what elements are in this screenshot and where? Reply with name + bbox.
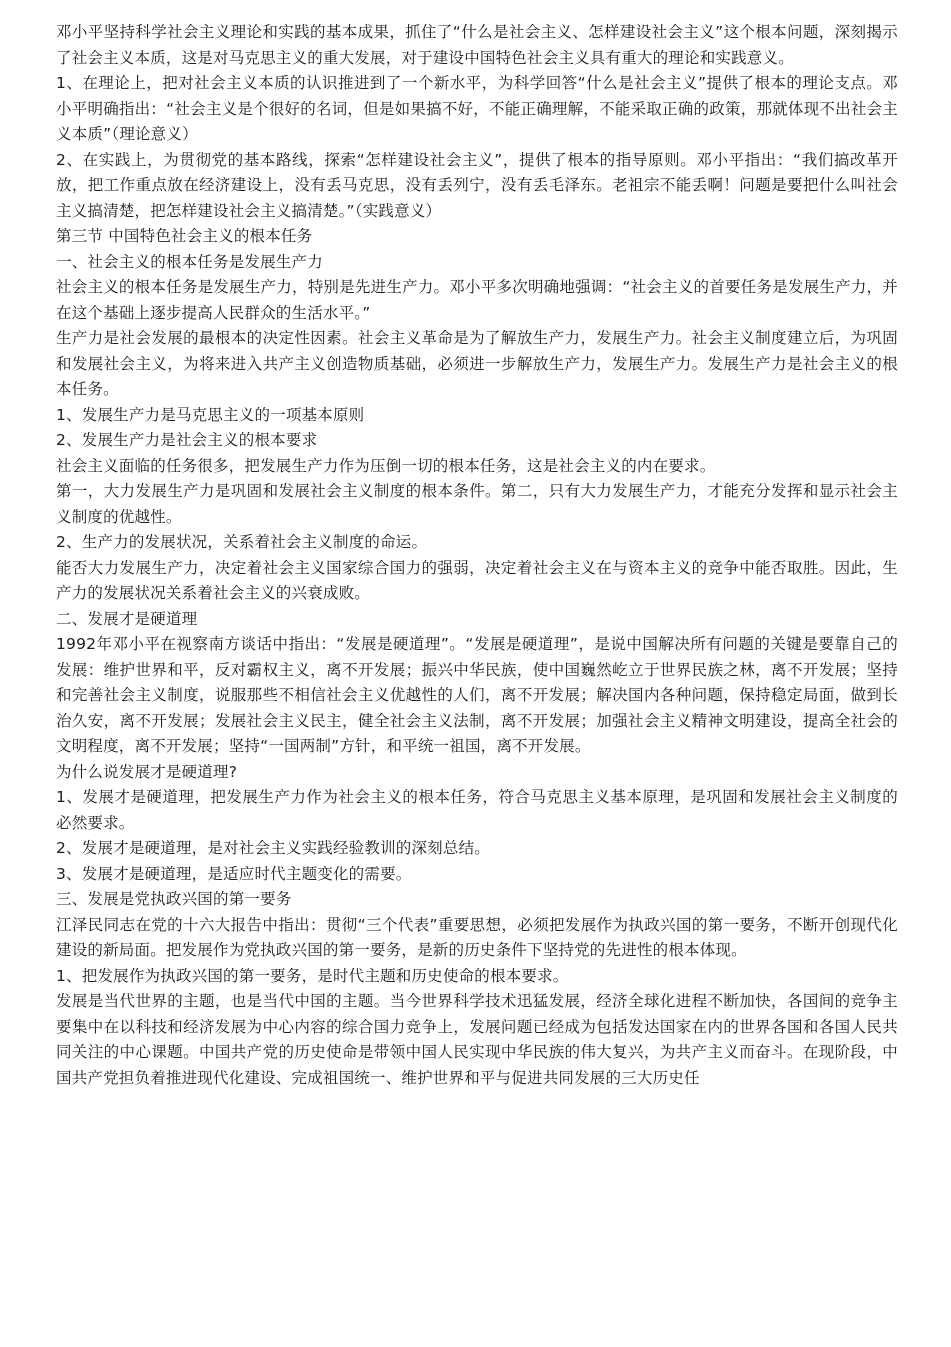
paragraph: 1992年邓小平在视察南方谈话中指出：“发展是硬道理”。“发展是硬道理”，是说中国解决所有问题的关键是要靠自己的发展：维护世界和平，反对霸权主义，离不开发展；振兴中华民族，使中国巍然屹立于世界民族之林，离不开发展；坚持和完善社会主义制度，说服那些不相信社会主义优越性的人们，离不开发展；解决国内各种问题，保持稳定局面，做到长治久安，离不开发展；发展社会主义民主，健全社会主义法制，离不开发展；加强社会主义精神文明建设，提高全社会的文明程度，离不开发展；坚持“一国两制”方针，和平统一祖国，离不开发展。 xyxy=(56,635,898,755)
subsection-heading: 一、社会主义的根本任务是发展生产力 xyxy=(56,252,323,271)
list-item: 2、发展生产力是社会主义的根本要求 xyxy=(56,431,318,449)
subsection-heading: 二、发展才是硬道理 xyxy=(56,609,198,628)
list-item: 1、把发展作为执政兴国的第一要务，是时代主题和历史使命的根本要求。 xyxy=(56,966,569,985)
paragraph: 生产力是社会发展的最根本的决定性因素。社会主义革命是为了解放生产力，发展生产力。社会主义制度建立后，为巩固和发展社会主义，为将来进入共产主义创造物质基础，必须进一步解放生产力，发展生产力。发展生产力是社会主义的根本任务。 xyxy=(56,329,898,398)
list-item: 2、生产力的发展状况，关系着社会主义制度的命运。 xyxy=(56,533,428,551)
list-item: 1、发展生产力是马克思主义的一项基本原则 xyxy=(56,405,365,424)
section-heading: 第三节 中国特色社会主义的根本任务 xyxy=(56,227,313,245)
paragraph: 能否大力发展生产力，决定着社会主义国家综合国力的强弱，决定着社会主义在与资本主义的竞争中能否取胜。因此，生产力的发展状况关系着社会主义的兴衰成败。 xyxy=(56,558,898,602)
paragraph: 第一，大力发展生产力是巩固和发展社会主义制度的根本条件。第二，只有大力发展生产力，才能充分发挥和显示社会主义制度的优越性。 xyxy=(56,482,898,526)
paragraph: 发展是当代世界的主题，也是当代中国的主题。当今世界科学技术迅猛发展，经济全球化进程不断加快，各国间的竞争主要集中在以科技和经济发展为中心内容的综合国力竞争上，发展问题已经成为包括发达国家在内的世界各国和各国人民共同关注的中心课题。中国共产党的历史使命是带领中国人民实现中华民族的伟大复兴，为共产主义而奋斗。在现阶段，中国共产党担负着推进现代化建设、完成祖国统一、维护世界和平与促进共同发展的三大历史任 xyxy=(56,992,898,1087)
list-item: 2、发展才是硬道理，是对社会主义实践经验教训的深刻总结。 xyxy=(56,839,490,857)
document-body xyxy=(56,20,898,1091)
subsection-heading: 三、发展是党执政兴国的第一要务 xyxy=(56,890,292,908)
paragraph: 2、在实践上，为贯彻党的基本路线，探索“怎样建设社会主义”，提供了根本的指导原则。邓小平指出：“我们搞改革开放，把工作重点放在经济建设上，没有丢马克思，没有丢列宁，没有丢毛泽东。老祖宗不能丢啊！问题是要把什么叫社会主义搞清楚，把怎样建设社会主义搞清楚。”（实践意义） xyxy=(56,150,898,220)
list-item: 1、发展才是硬道理，把发展生产力作为社会主义的根本任务，符合马克思主义基本原理，是巩固和发展社会主义制度的必然要求。 xyxy=(56,788,898,832)
paragraph: 江泽民同志在党的十六大报告中指出：贯彻“三个代表”重要思想，必须把发展作为执政兴国的第一要务，不断开创现代化建设的新局面。把发展作为党执政兴国的第一要务，是新的历史条件下坚持党的先进性的根本体现。 xyxy=(56,915,898,959)
paragraph: 邓小平坚持科学社会主义理论和实践的基本成果，抓住了“什么是社会主义、怎样建设社会主义”这个根本问题，深刻揭示了社会主义本质，这是对马克思主义的重大发展，对于建设中国特色社会主义具有重大的理论和实践意义。 xyxy=(56,23,898,67)
paragraph: 社会主义面临的任务很多，把发展生产力作为压倒一切的根本任务，这是社会主义的内在要求。 xyxy=(56,456,716,475)
paragraph: 社会主义的根本任务是发展生产力，特别是先进生产力。邓小平多次明确地强调：“社会主义的首要任务是发展生产力，并在这个基础上逐步提高人民群众的生活水平。” xyxy=(56,278,898,322)
list-item: 3、发展才是硬道理，是适应时代主题变化的需要。 xyxy=(56,864,412,883)
question-heading: 为什么说发展才是硬道理? xyxy=(56,762,238,781)
paragraph: 1、在理论上，把对社会主义本质的认识推进到了一个新水平，为科学回答“什么是社会主义”提供了根本的理论支点。邓小平明确指出：“社会主义是个很好的名词，但是如果搞不好，不能正确理解，不能采取正确的政策，那就体现不出社会主义本质”（理论意义） xyxy=(56,74,898,143)
